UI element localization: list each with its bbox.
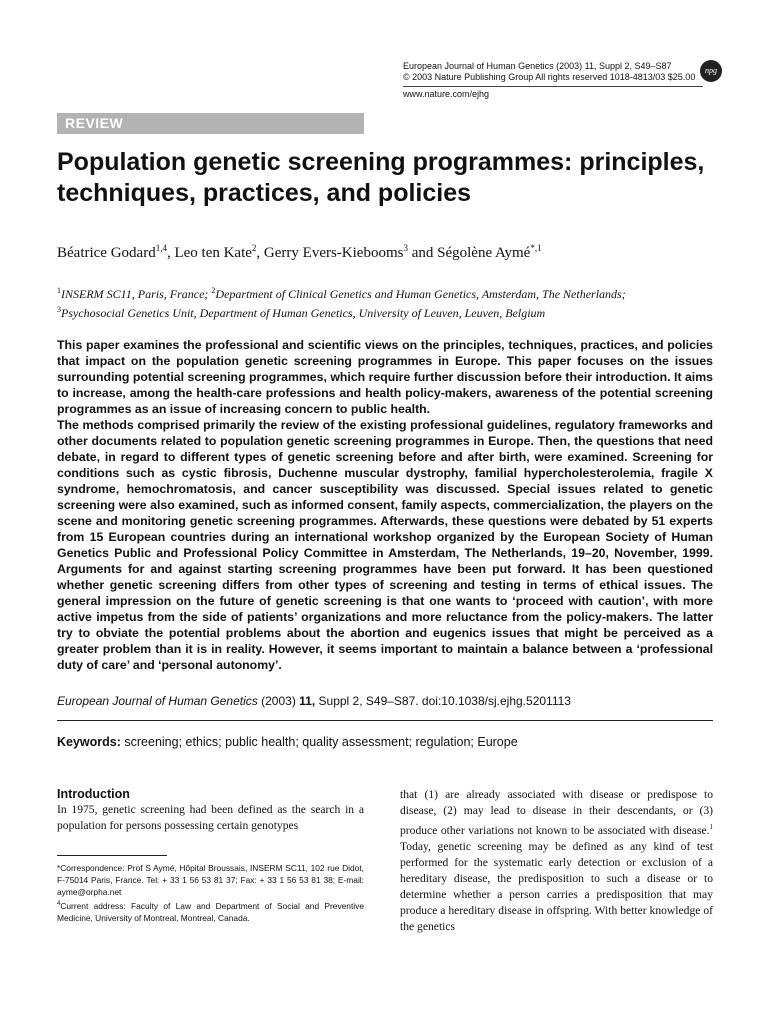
affil-number: 2 <box>211 286 216 295</box>
intro-paragraph-left: In 1975, genetic screening had been defined as the search in a population for persons possessing certain genotypes <box>57 803 364 832</box>
abstract <box>57 337 713 673</box>
right-column <box>400 787 713 935</box>
section-heading-introduction: Introduction <box>57 787 130 801</box>
article-citation <box>57 694 713 709</box>
footnote-text: Current address: Faculty of Law and Department of Social and Preventive Medicine, University of Montreal, Montreal, Canada. <box>57 900 364 923</box>
author-affil-ref: 1,4 <box>155 243 167 253</box>
journal-citation-line: European Journal of Human Genetics (2003) 11, Suppl 2, S49–S87 <box>403 61 672 71</box>
article-title: Population genetic screening programmes: principles, techniques, practices, and policies <box>57 148 705 207</box>
affil-text: Psychosocial Genetics Unit, Department of Human Genetics, University of Leuven, Leuven, Belgium <box>61 306 546 320</box>
author-name: Béatrice Godard <box>57 245 156 261</box>
body-text-span: that (1) are already associated with disease or predispose to disease, (2) may lead to disease in their descendants, or (3) produce other variations not known to be associated with disease. <box>400 788 713 837</box>
affiliation-line <box>57 283 727 302</box>
abstract-divider <box>57 720 713 721</box>
author-name: , Gerry Evers-Kiebooms <box>256 245 404 261</box>
citation-journal: European Journal of Human Genetics <box>57 694 258 708</box>
author-affil-ref: 3 <box>403 243 408 253</box>
affil-number: 3 <box>57 305 61 314</box>
keywords-label: Keywords: <box>57 735 121 749</box>
author-affil-ref: *,1 <box>530 243 542 253</box>
footnote-number: 4 <box>57 901 61 907</box>
affil-text: INSERM SC11, Paris, France; <box>61 287 212 301</box>
footnotes <box>57 862 364 924</box>
correspondence-footnote: *Correspondence: Prof S Aymé, Hôpital Broussais, INSERM SC11, 102 rue Didot, F-75014 Paris, France. Tel: + 33 1 56 53 81 37; Fax: + 33 1 56 53 81 38; E-mail: ayme@orpha.net <box>57 863 364 897</box>
affiliations <box>57 283 727 321</box>
current-address-footnote <box>57 898 364 924</box>
affiliation-line <box>57 302 727 321</box>
citation-volume: 11, <box>299 694 316 708</box>
intro-paragraph-right <box>400 787 713 935</box>
author-list <box>57 238 737 263</box>
journal-url[interactable]: www.nature.com/ejhg <box>403 89 490 99</box>
header-rule <box>403 86 703 87</box>
author-name: , Leo ten Kate <box>166 245 252 261</box>
affil-number: 1 <box>57 286 61 295</box>
keywords-text: screening; ethics; public health; quality assessment; regulation; Europe <box>120 735 518 749</box>
copyright-line: © 2003 Nature Publishing Group All rights reserved 1018-4813/03 $25.00 <box>403 72 696 82</box>
body-text-span: Today, genetic screening may be defined as any kind of test performed for the systematic early detection or exclusion of a hereditary disease, the predisposition to such a disease or to determine whether a person carries a predisposition that may produce a hereditary disease in offspring. With better knowledge of the genetics <box>400 839 713 933</box>
abstract-paragraph: The methods comprised primarily the review of the existing professional guidelines, regulatory frameworks and other documents related to population genetic screening programmes in Europe. Then, the questions that need debate, in regard to different types of genetic screening before and after birth, were examined. Screening for conditions such as cystic fibrosis, Duchenne muscular dystrophy, familial hypercholesterolemia, fragile X syndrome, hemochromatosis, and cancer susceptibility was discussed. Special issues related to genetic screening were also examined, such as informed consent, family aspects, commercialization, the players on the scene and monitoring genetic screening programmes. Afterwards, these questions were debated by 51 experts from 15 European countries during an international workshop organized by the European Society of Human Genetics Public and Professional Policy Committee in Amsterdam, The Netherlands, 19–20, November, 1999. Arguments for and against starting screening programmes have been put forward. It has been questioned whether genetic screening differs from other types of screening and testing in terms of ethical issues. The general impression on the future of genetic screening is that one wants to ‘proceed with caution’, with more active impetus from the side of patients’ organizations and more reluctance from the policy-makers. The latter try to obviate the potential problems about the abortion and eugenics issues that might be perceived as a greater problem than it is in reality. However, it seems important to maintain a balance between a ‘professional duty of care’ and ‘personal autonomy’. <box>57 418 713 672</box>
affil-text: Department of Clinical Genetics and Human Genetics, Amsterdam, The Netherlands; <box>215 287 626 301</box>
footnote-rule <box>57 855 167 856</box>
left-column <box>57 787 364 834</box>
npg-logo-icon: npg <box>700 60 722 82</box>
abstract-paragraph: This paper examines the professional and scientific views on the principles, techniques, practices, and policies that impact on the population genetic screening programmes in Europe. This paper focuses on the issues surrounding potential screening programmes, which require further discussion before their introduction. It aims to increase, among the health-care professions and health policy-makers, awareness of the potential screening programmes as an issue of increasing concern to public health. <box>57 338 713 416</box>
citation-doi: Suppl 2, S49–S87. doi:10.1038/sj.ejhg.5201113 <box>315 694 571 708</box>
reference-number[interactable]: 1 <box>709 823 713 831</box>
section-label: REVIEW <box>57 113 364 134</box>
author-name: and Ségolène Aymé <box>407 245 531 261</box>
keywords <box>57 734 713 750</box>
journal-header <box>403 61 723 100</box>
citation-year: (2003) <box>257 694 300 708</box>
author-affil-ref: 2 <box>251 243 257 253</box>
